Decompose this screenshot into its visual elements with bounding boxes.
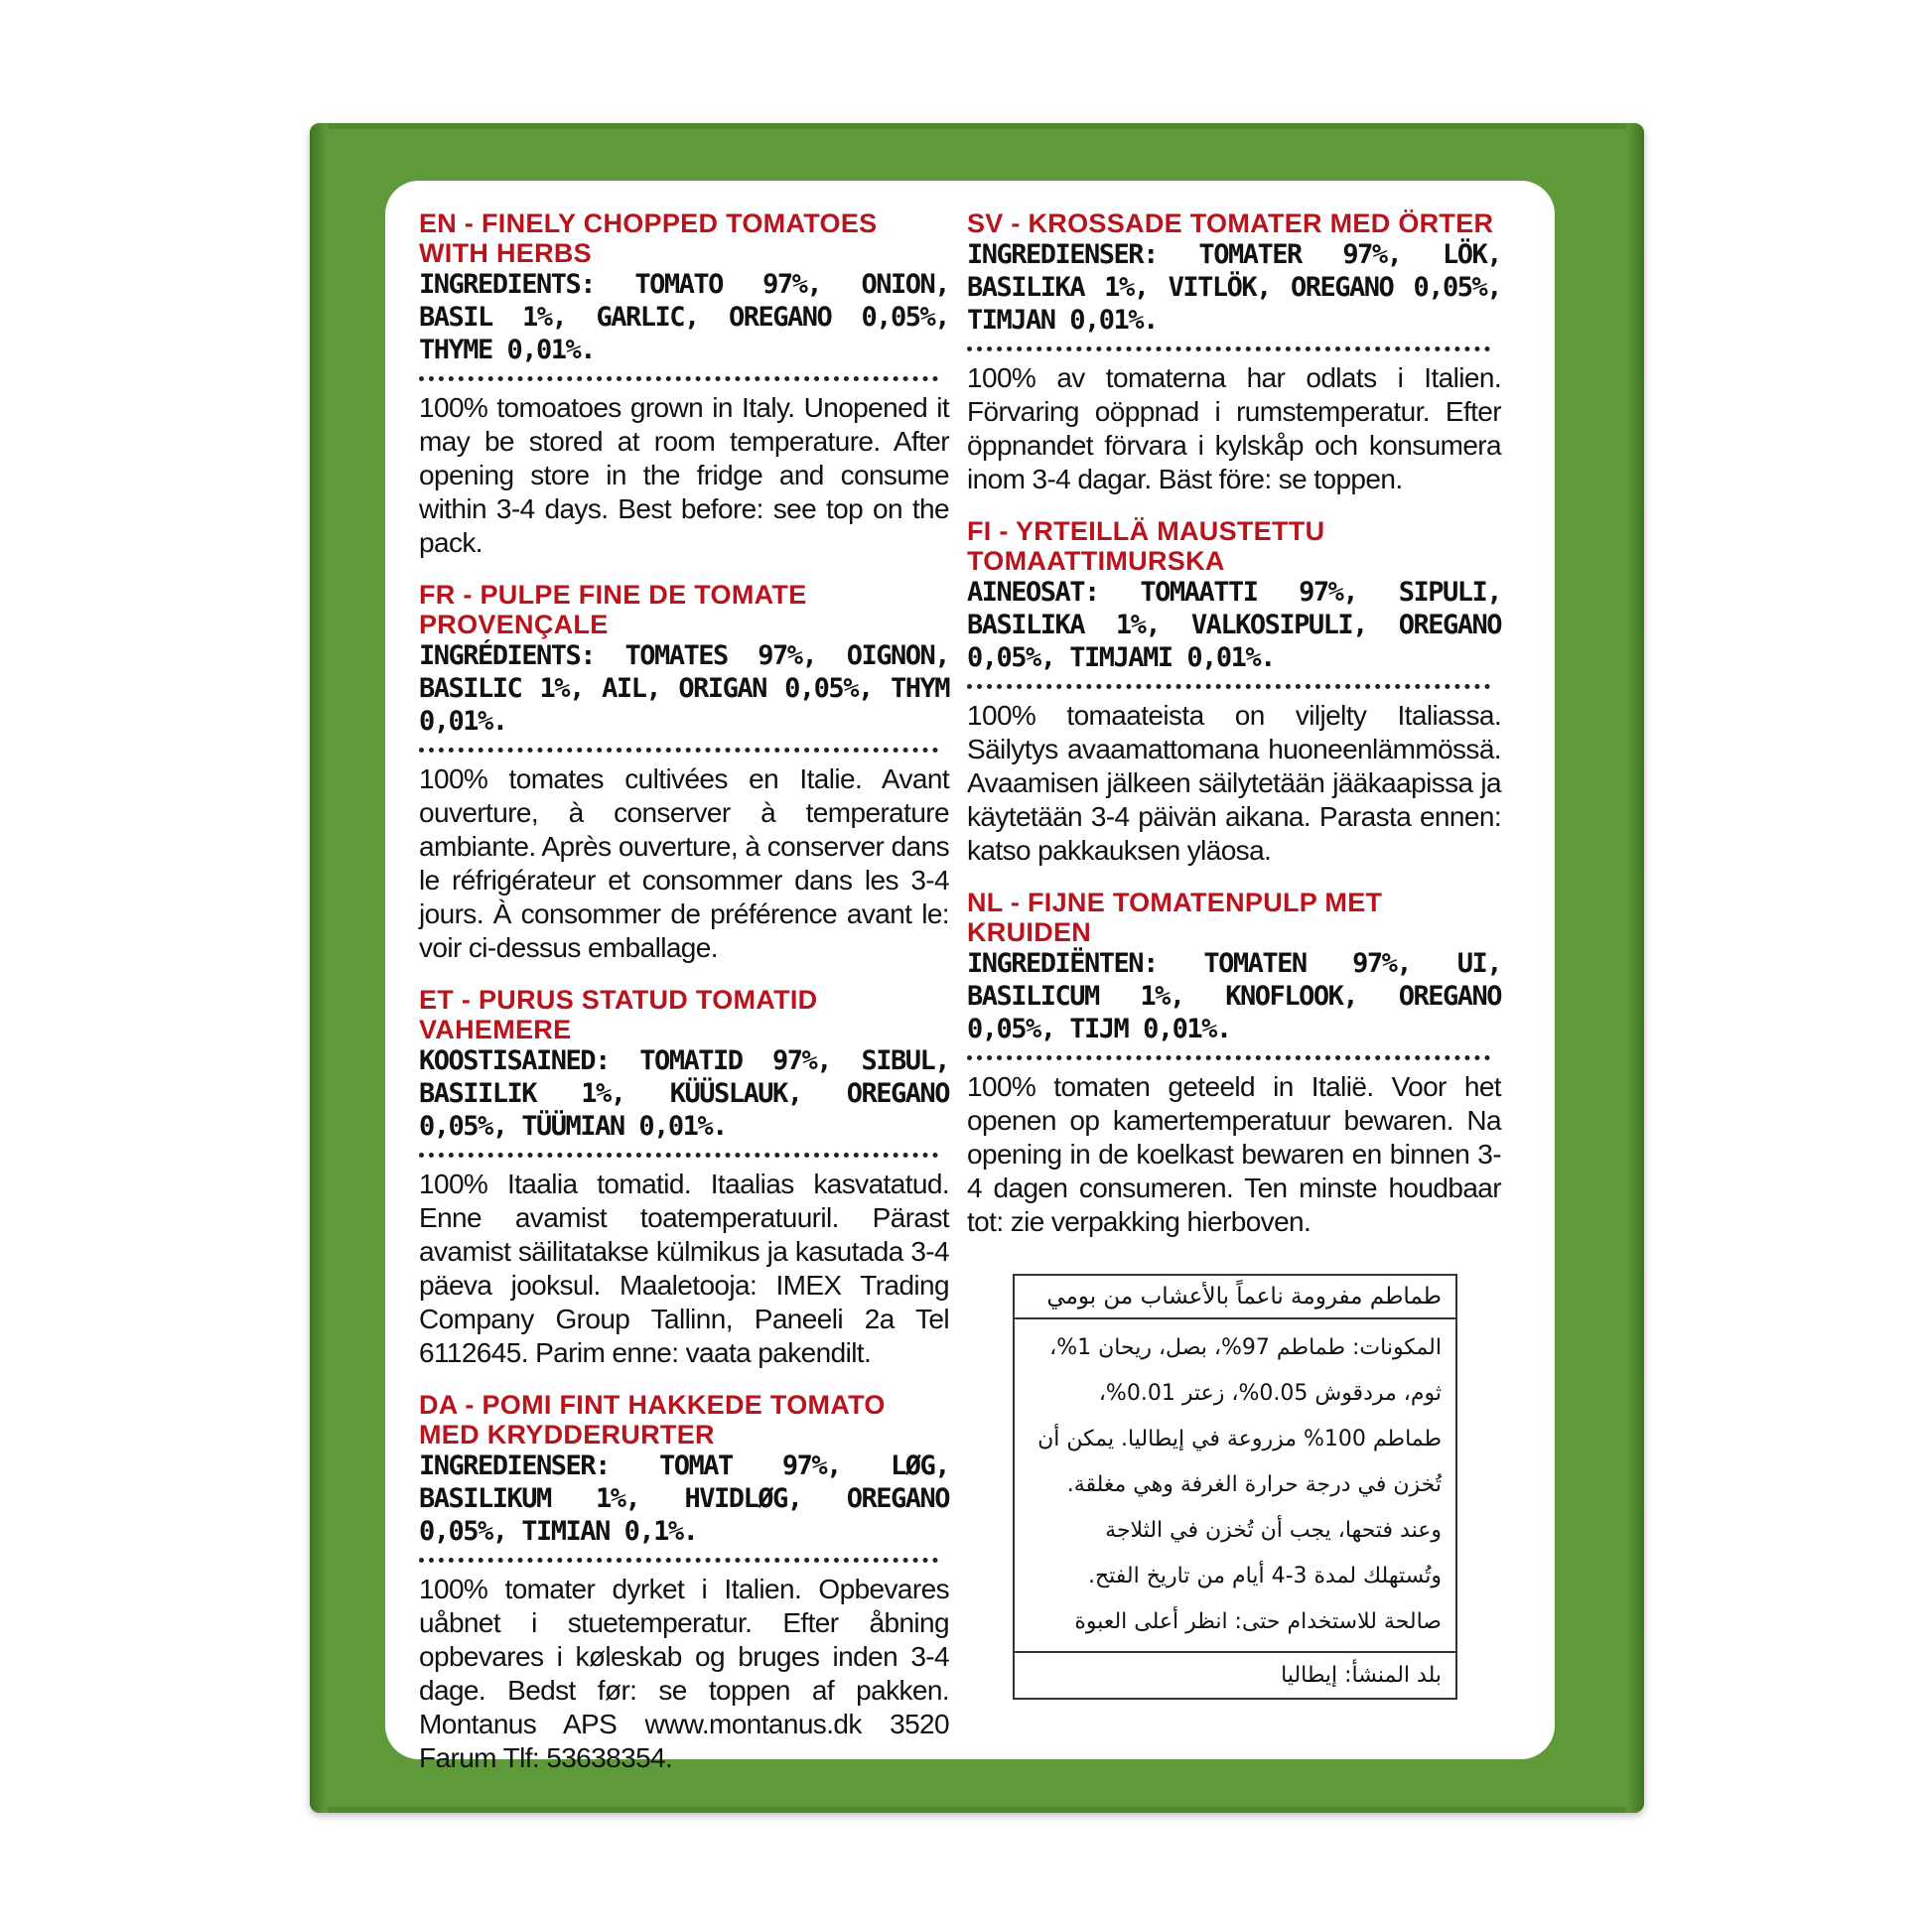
divider [967,684,1490,689]
fi-text: 100% tomaateista on viljelty Italiassa. Säilytys avaamattomana huoneenlämmössä. Avaamisen jälkeen säilytetään jääkaapissa ja käytetään 3-4 päivän aikana. Parasta ennen: katso pakkauksen yläosa. [967,700,1501,866]
section-fr [419,580,949,965]
sv-title: SV - KROSSADE TOMATER MED ÖRTER [967,208,1494,238]
divider [419,748,938,753]
et-ingredients: KOOSTISAINED: TOMATID 97%, SIBUL, BASIILIK 1%, KÜÜSLAUK, OREGANO 0,05%, TÜÜMIAN 0,01%. [419,1045,949,1142]
section-sv [967,208,1501,496]
et-text: 100% Itaalia tomatid. Itaalias kasvatatud. Enne avamist toatemperatuuril. Pärast avamist säilitatakse külmikus ja kasutada 3-4 päeva jooksul. Maaletooja: IMEX Trading Company Group Tallinn, Paneeli 2a Tel 6112645. Parim enne: vaata pakendilt. [419,1169,949,1368]
section-nl [967,888,1501,1239]
fi-title: FI - YRTEILLÄ MAUSTETTU TOMAATTIMURSKA [967,516,1325,576]
da-text: 100% tomater dyrket i Italien. Opbevares uåbnet i stuetemperatur. Efter åbning opbevares i køleskab og bruges inden 3-4 dage. Bedst før: se toppen af pakken. Montanus APS www.montanus.dk 3520 Farum Tlf: 53638354. [419,1574,949,1773]
arabic-box [1013,1274,1457,1700]
section-fi [967,516,1501,868]
fr-ingredients: INGRÉDIENTS: TOMATES 97%, OIGNON, BASILIC 1%, AIL, ORIGAN 0,05%, THYM 0,01%. [419,640,949,737]
da-ingredients: INGREDIENSER: TOMAT 97%, LØG, BASILIKUM 1%, HVIDLØG, OREGANO 0,05%, TIMIAN 0,1%. [419,1450,949,1547]
sv-ingredients: INGREDIENSER: TOMATER 97%, LÖK, BASILIKA 1%, VITLÖK, OREGANO 0,05%, TIMJAN 0,01%. [967,239,1501,336]
fr-title: FR - PULPE FINE DE TOMATE PROVENÇALE [419,580,807,639]
en-title: EN - FINELY CHOPPED TOMATOES WITH HERBS [419,208,878,268]
nl-title: NL - FIJNE TOMATENPULP MET KRUIDEN [967,888,1383,947]
en-ingredients: INGREDIENTS: TOMATO 97%, ONION, BASIL 1%, GARLIC, OREGANO 0,05%, THYME 0,01%. [419,269,949,365]
ar-origin: بلد المنشأ: إيطاليا [1281,1663,1442,1688]
fr-text: 100% tomates cultivées en Italie. Avant ouverture, à conserver à temperature ambiante. Après ouverture, à conserver dans le réfrigérateur et consommer dans les 3-4 jours. À consommer de préférence avant le: voir ci-dessus emballage. [419,763,949,963]
da-title: DA - POMI FINT HAKKEDE TOMATO MED KRYDDERURTER [419,1390,886,1449]
fi-ingredients: AINEOSAT: TOMAATTI 97%, SIPULI, BASILIKA 1%, VALKOSIPULI, OREGANO 0,05%, TIMJAMI 0,01%. [967,577,1501,673]
section-et [419,985,949,1370]
divider [419,376,938,381]
et-title: ET - PURUS STATUD TOMATID VAHEMERE [419,985,818,1044]
divider [967,1055,1490,1060]
left-column [419,208,949,1795]
nl-ingredients: INGREDIËNTEN: TOMATEN 97%, UI, BASILICUM 1%, KNOFLOOK, OREGANO 0,05%, TIJM 0,01%. [967,948,1501,1044]
sv-text: 100% av tomaterna har odlats i Italien. Förvaring oöppnad i rumstemperatur. Efter öppnandet förvara i kylskåp och konsumera inom 3-4 dagar. Bäst före: se toppen. [967,362,1501,494]
section-en [419,208,949,560]
divider [967,346,1490,351]
ar-body: المكونات: طماطم 97%، بصل، ريحان 1%، ثوم، مردقوش 0.05%، زعتر 0.01%، طماطم 100% مزروعة في إيطاليا. يمكن أن تُخزن في درجة حرارة الغرفة وهي مغلقة. وعند فتحها، يجب أن تُخزن في الثلاجة وتُستهلك لمدة 3-4 أيام من تاريخ الفتح. صالحة للاستخدام حتى: انظر أعلى العبوة [1015,1319,1455,1653]
en-text: 100% tomoatoes grown in Italy. Unopened it may be stored at room temperature. After opening store in the fridge and consume within 3-4 days. Best before: see top on the pack. [419,392,949,558]
section-da [419,1390,949,1775]
right-column [967,208,1501,1259]
divider [419,1558,938,1563]
divider [419,1153,938,1158]
ar-title: طماطم مفرومة ناعماً بالأعشاب من بومي [1015,1276,1455,1319]
nl-text: 100% tomaten geteeld in Italië. Voor het openen op kamertemperatuur bewaren. Na opening in de koelkast bewaren en binnen 3-4 dagen consumeren. Ten minste houdbaar tot: zie verpakking hierboven. [967,1071,1501,1237]
